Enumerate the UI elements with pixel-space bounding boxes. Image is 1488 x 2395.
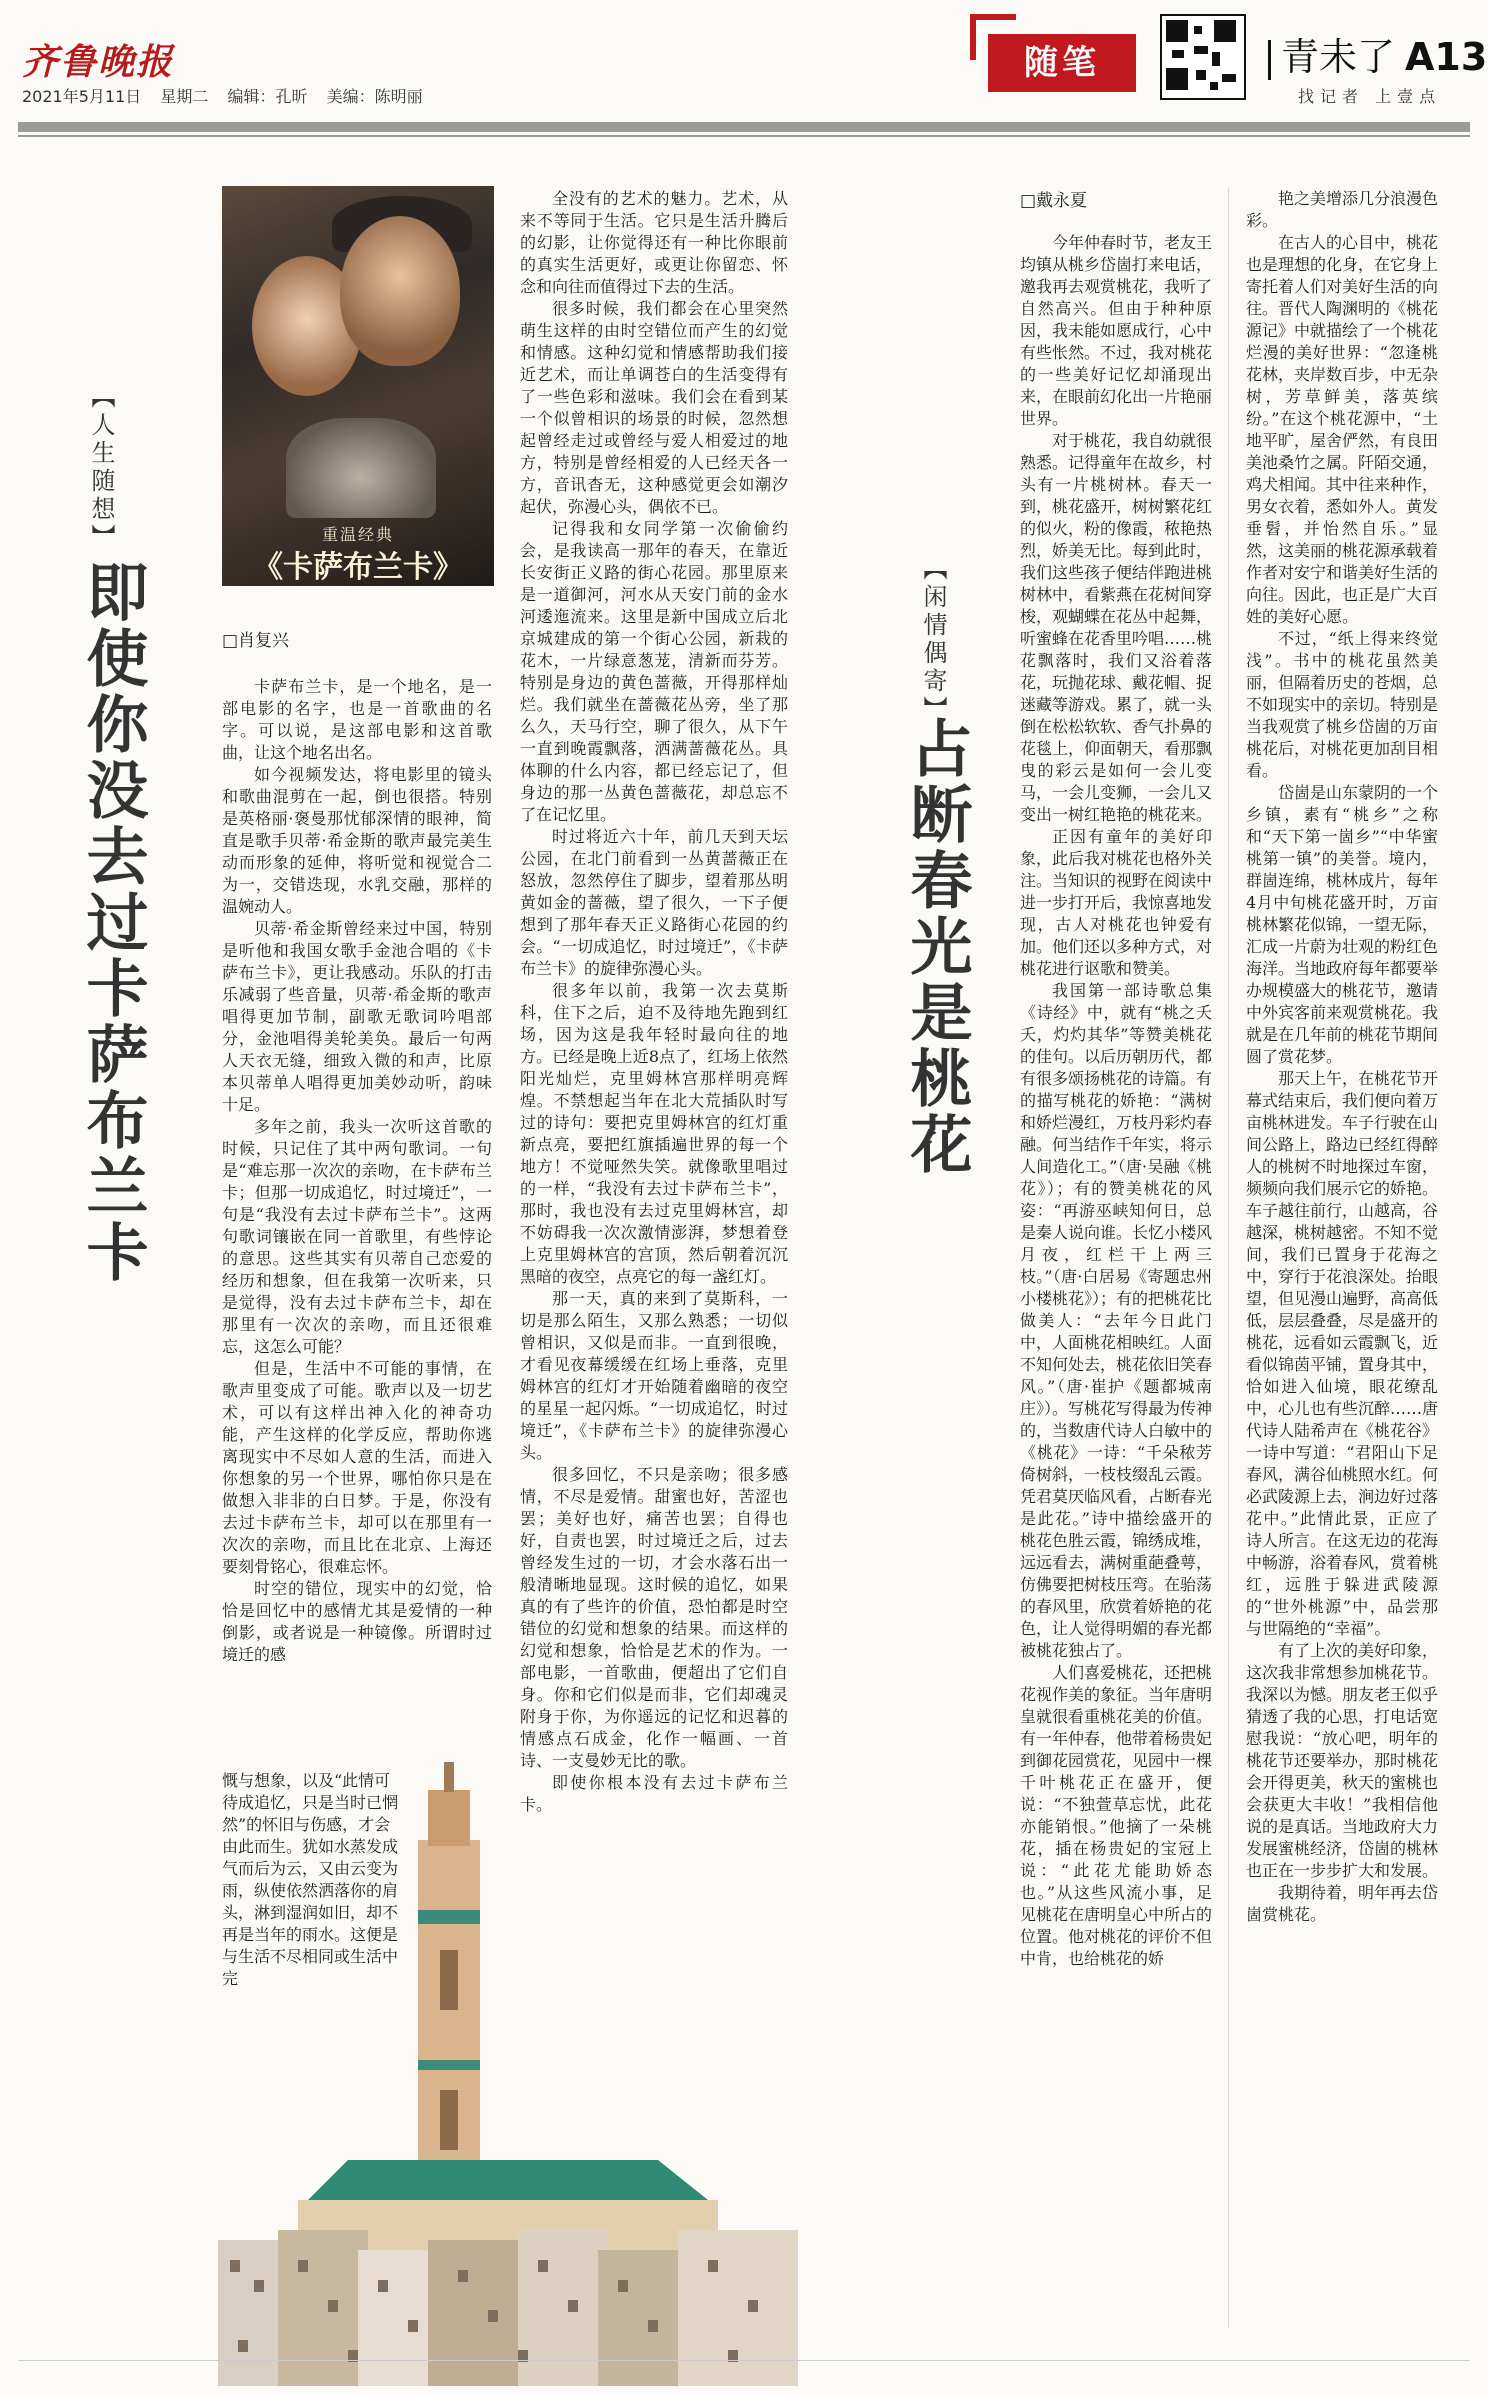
page-title: 青未了: [1281, 35, 1396, 79]
issue-date: 2021年5月11日: [22, 87, 142, 106]
paragraph: 对于桃花，我自幼就很熟悉。记得童年在故乡，村头有一片桃树林。春天一到，桃花盛开，树树繁花红的似火，粉的像霞，秾艳热烈，娇美无比。每到此时，我们这些孩子便结伴跑进桃树林中，看紫燕在花树间穿梭，观蝴蝶在花丛中起舞，听蜜蜂在花香里吟唱……桃花飘落时，我们又浴着落花，玩抛花球、戴花帽、捉迷藏等游戏。累了，就一头倒在松松软软、香气扑鼻的花毯上，仰面朝天，看那飘曳的彩云是如何一会儿变马，一会儿变狮，一会儿又变出一树红艳艳的桃花来。: [1020, 431, 1213, 824]
masthead-logo: 齐鲁晚报: [22, 41, 175, 83]
headline-left: 即使你没去过卡萨布兰卡: [76, 560, 149, 1286]
minaret-window: [440, 2090, 458, 2150]
paragraph: 在古人的心目中，桃花也是理想的化身，在它身上寄托着人们对美好生活的向往。晋代人陶渊明的《桃花源记》中就描绘了一个桃花烂漫的美好世界：“忽逢桃花林，夹岸数百步，中无杂树，芳草鲜美，落英缤纷。”在这个桃花源中，“土地平旷，屋舍俨然，有良田美池桑竹之属。阡陌交通，鸡犬相闻。其中往来种作，男女衣着，悉如外人。黄发垂髫，并怡然自乐。”显然，这美丽的桃花源承载着作者对安宁和谐美好生活的向往。因此，也正是广大百姓的美好心愿。: [1246, 233, 1439, 626]
paragraph: 那天上午，在桃花节开幕式结束后，我们便向着万亩桃林进发。车子行驶在山间公路上，路边已经红得醉人的桃树不时地探过车窗，频频向我们展示它的娇艳。车子越往前行，山越高，谷越深，桃树越密。不知不觉间，我们已置身于花海之中，穿行于花浪深处。抬眼望，但见漫山遍野，高高低低，层层叠叠，尽是盛开的桃花，远看如云霞飘飞，近看似锦茵平铺，置身其中，恰如进入仙境，眼花缭乱中，心儿也有些沉醉……唐代诗人陆希声在《桃花谷》一诗中写道：“君阳山下足春风，满谷仙桃照水红。何必武陵源上去，涧边好过落花中。”此情此景，正应了诗人所言。在这无边的花海中畅游，浴着春风，赏着桃红，远胜于躲进武陵源的“世外桃源”中，品尝那与世隔绝的“幸福”。: [1246, 1069, 1439, 1638]
paragraph: 正因有童年的美好印象，此后我对桃花也格外关注。当知识的视野在阅读中进一步打开后，我惊喜地发现，古人对桃花也钟爱有加。他们还以多种方式，对桃花进行讴歌和赞美。: [1020, 827, 1213, 978]
casablanca-city-illustration: [218, 1760, 798, 2386]
header-rule: [18, 122, 1470, 132]
paragraph: 即使你根本没有去过卡萨布兰卡。: [520, 1773, 788, 1814]
minaret-top: [428, 1790, 470, 1846]
column-tag-left: 【人生随想】: [87, 384, 115, 552]
headline-right: 占断春光是桃花: [900, 716, 973, 1178]
building: [278, 2230, 368, 2386]
paragraph: 如今视频发达，将电影里的镜头和歌曲混剪在一起，倒也很搭。特别是英格丽·褒曼那忧郁深情的眼神，简直是歌手贝蒂·希金斯的歌声最完美生动而形象的延伸，将听觉和视觉合二为一，交错迭现，水乳交融，那样的温婉动人。: [222, 765, 492, 916]
qr-code-icon[interactable]: [1160, 14, 1246, 100]
weekday: 星期二: [160, 87, 209, 106]
paragraph: 有了上次的美好印象，这次我非常想参加桃花节。我深以为憾。朋友老王似乎猜透了我的心思，打电话宽慰我说：“放心吧，明年的桃花节还要举办，那时桃花会开得更美，秋天的蜜桃也会获更大丰收！”我相信他说的是真话。当地政府大力发展蜜桃经济，岱崮的桃林也正在一步步扩大和发展。: [1246, 1641, 1439, 1880]
paragraph: 但是，生活中不可能的事情，在歌声里变成了可能。歌声以及一切艺术，可以有这样出神入化的神奇功能，产生这样的化学反应，帮助你逃离现实中不尽如人意的生活，而进入你想象的另一个世界，哪怕你只是在做想入非非的白日梦。于是，你没有去过卡萨布兰卡，却可以在那里有一次次的亲吻，而且比在北京、上海还要刻骨铭心，很难忘怀。: [222, 1359, 492, 1576]
poster-caption-small: 重温经典: [321, 525, 394, 544]
poster-caption-title: 《卡萨布兰卡》: [253, 550, 463, 585]
page-header-right: [1268, 26, 1487, 81]
movie-poster-image: [222, 186, 494, 586]
author-left: □肖复兴: [222, 631, 290, 651]
designer-credit: 美编：陈明丽: [326, 87, 423, 106]
building: [598, 2250, 688, 2386]
building: [678, 2230, 798, 2386]
header-byline: 找记者 上壹点: [1298, 87, 1442, 106]
building: [218, 2240, 288, 2386]
building: [428, 2240, 528, 2386]
column-divider: [1228, 188, 1229, 2328]
paragraph: 卡萨布兰卡，是一个地名，是一部电影的名字，也是一首歌曲的名字。可以说，是这部电影和这首歌曲，让这个地名出名。: [222, 677, 492, 762]
mosque-roof: [308, 2160, 708, 2200]
article-left-column-2: [520, 188, 788, 1816]
editor-credit: 编辑：孔昕: [227, 87, 308, 106]
footer-rule: [18, 2360, 1470, 2361]
article-left-column-1: [222, 676, 492, 1666]
paragraph: 慨与想象，以及“此情可待成追忆，只是当时已惘然”的怀旧与伤感，才会由此而生。犹如水蒸发成气而后为云，又由云变为雨，纵使依然洒落你的肩头，淋到湿润如旧，却不再是当年的雨水。这便是与生活不尽相同或生活中完: [222, 1771, 399, 1988]
minaret-band: [418, 1910, 480, 1924]
page-number: A13: [1405, 35, 1488, 79]
minaret-window: [440, 1950, 458, 2010]
section-label: 随笔: [988, 34, 1136, 92]
paragraph: 时空的错位，现实中的幻觉，恰恰是回忆中的感情尤其是爱情的一种倒影，或者说是一种镜像。所谓时过境迁的感: [222, 1579, 492, 1664]
article-right-column-2: [1246, 188, 1438, 1926]
paragraph: 全没有的艺术的魅力。艺术，从来不等同于生活。它只是生活升腾后的幻影，让你觉得还有一种比你眼前的真实生活更好，或更让你留恋、怀念和向往而值得过下去的生活。: [520, 189, 788, 296]
section-banner: [970, 14, 1146, 100]
paragraph: 岱崮是山东蒙阴的一个乡镇，素有“桃乡”之称和“天下第一崮乡”“中华蜜桃第一镇”的美誉。境内，群崮连绵，桃林成片，每年4月中旬桃花盛开时，万亩桃林繁花似锦，一望无际，汇成一片蔚为壮观的粉红色海洋。当地政府每年都要举办规模盛大的桃花节，邀请中外宾客前来观赏桃花。我就是在几年前的桃花节期间圆了赏花梦。: [1246, 783, 1439, 1066]
paragraph: 时过将近六十年，前几天到天坛公园，在北门前看到一丛黄蔷薇正在怒放，忽然停住了脚步，望着那丛明黄如金的蔷薇，望了很久，一下子便想到了那年春天正义路街心花园的约会。“一切成追忆，时过境迁”，《卡萨布兰卡》的旋律弥漫心头。: [520, 827, 788, 978]
paragraph: 不过，“纸上得来终觉浅”。书中的桃花虽然美丽，但隔着历史的苍烟，总不如现实中的亲切。特别是当我观赏了桃乡岱崮的万亩桃花后，对桃花更加刮目相看。: [1246, 629, 1439, 780]
paragraph: 我国第一部诗歌总集《诗经》中，就有“桃之夭夭，灼灼其华”等赞美桃花的佳句。以后历朝历代，都有很多颂扬桃花的诗篇。有的描写桃花的娇艳：“满树和娇烂漫红，万枝丹彩灼春融。何当结作千年实，将示人间造化工。”（唐·吴融《桃花》）；有的赞美桃花的风姿：“再游巫峡知何日，总是秦人说向谁。长忆小楼风月夜，红栏干上两三枝。”（唐·白居易《寄题忠州小楼桃花》）；有的把桃花比做美人：“去年今日此门中，人面桃花相映红。人面不知何处去，桃花依旧笑春风。”（唐·崔护《题都城南庄》）。写桃花写得最为传神的，当数唐代诗人白敏中的《桃花》一诗：“千朵秾芳倚树斜，一枝枝缀乱云霞。凭君莫厌临风看，占断春光是此花。”诗中描绘盛开的桃花色胜云霞，锦绣成堆，远远看去，满树重葩叠萼，仿佛要把树枝压弯。在骀荡的春风里，欣赏着娇艳的花色，让人觉得明媚的春光都被桃花独占了。: [1020, 981, 1213, 1660]
building: [358, 2250, 438, 2386]
minaret-band: [418, 2060, 480, 2070]
poster-actor-face: [340, 216, 460, 366]
paragraph: 贝蒂·希金斯曾经来过中国，特别是听他和我国女歌手金池合唱的《卡萨布兰卡》，更让我感动。乐队的打击乐减弱了些音量，贝蒂·希金斯的歌声唱得更加节制，副歌无歌词吟唱部分，金池唱得美轮美奂。最后一句两人天衣无缝，细致入微的和声，比原本贝蒂单人唱得更加美妙动听，韵味十足。: [222, 919, 492, 1114]
paragraph: 多年之前，我头一次听这首歌的时候，只记住了其中两句歌词。一句是“难忘那一次次的亲吻，在卡萨布兰卡；但那一切成追忆，时过境迁”，一句是“我没有去过卡萨布兰卡”。这两句歌词镶嵌在同一首歌里，有些悖论的意思。这些其实有贝蒂自己恋爱的经历和想象，但在我第一次听来，只是觉得，没有去过卡萨布兰卡，却在那里有一次次的亲吻，而且还很难忘，这怎么可能？: [222, 1117, 492, 1356]
paragraph: 很多回忆，不只是亲吻；很多感情，不尽是爱情。甜蜜也好，苦涩也罢；美好也好，痛苦也罢；自得也好，自责也罢，时过境迁之后，过去曾经发生过的一切，才会水落石出一般清晰地显现。这时候的追忆，如果真的有了些许的价值，恐怕都是时空错位的幻觉和想象的结果。而这样的幻觉和想象，恰恰是艺术的作为。一部电影，一首歌曲，便超出了它们自身。你和它们似是而非，它们却魂灵附身于你，为你遥远的记忆和迟暮的情感点石成金，化作一幅画、一首诗、一支曼妙无比的歌。: [520, 1465, 788, 1770]
paragraph: 艳之美增添几分浪漫色彩。: [1246, 189, 1439, 230]
column-tag-right: 【闲情偶寄】: [919, 556, 947, 724]
paragraph: 记得我和女同学第一次偷偷约会，是我读高一那年的春天，在靠近长安街正义路的街心花园。那里原来是一道御河，河水从天安门前的金水河逶迤流来。这里是新中国成立后北京城建成的第一个街心公园，新栽的花木，一片绿意葱茏，清新而芬芳。特别是身边的黄色蔷薇，开得那样灿烂。我们就坐在蔷薇花丛旁，坐了那么久，天马行空，聊了很久，从下午一直到晚霞飘落，洒满蔷薇花丛。具体聊的什么内容，都已经忘记了，但身边的那一丛黄色蔷薇花，却总忘不了在记忆里。: [520, 519, 788, 824]
header-divider: [1268, 40, 1271, 80]
paragraph: 那一天，真的来到了莫斯科，一切是那么陌生，又那么熟悉；一切似曾相识，又似是而非。一直到很晚，才看见夜幕缓缓在红场上垂落，克里姆林宫的红灯才开始随着幽暗的夜空的星星一起闪烁。“一切成追忆，时过境迁”，《卡萨布兰卡》的旋律弥漫心头。: [520, 1289, 788, 1462]
paragraph: 很多年以前，我第一次去莫斯科，住下之后，迫不及待地先跑到红场，因为这是我年轻时最向往的地方。已经是晚上近8点了，红场上依然阳光灿烂，克里姆林宫那样明亮辉煌。不禁想起当年在北大荒插队时写过的诗句：要把克里姆林宫的红灯重新点亮，要把红旗插遍世界的每一个地方！不觉哑然失笑。就像歌里唱过的一样，“我没有去过卡萨布兰卡”，那时，我也没有去过克里姆林宫，却不妨碍我一次次激情澎湃，梦想着登上克里姆林宫的宫顶，然后朝着沉沉黑暗的夜空，点亮它的每一盏红灯。: [520, 981, 788, 1286]
paragraph: 人们喜爱桃花，还把桃花视作美的象征。当年唐明皇就很看重桃花美的价值。有一年仲春，他带着杨贵妃到御花园赏花，见园中一棵千叶桃花正在盛开，便说：“不独萱草忘忧，此花亦能销恨。”他摘了一朵桃花，插在杨贵妃的宝冠上说：“此花尤能助娇态也。”从这些风流小事，足见桃花在唐明皇心中所占的位置。他对桃花的评价不但中肯，也给桃花的娇: [1020, 1663, 1213, 1968]
dateline: [22, 84, 437, 107]
building: [518, 2230, 608, 2386]
header-rule-thin: [18, 135, 1470, 137]
minaret-spire: [444, 1762, 454, 1792]
paragraph: 很多时候，我们都会在心里突然萌生这样的由时空错位而产生的幻觉和情感。这种幻觉和情感帮助我们接近艺术，而让单调苍白的生活变得有了一些色彩和滋味。我们会在看到某一个似曾相识的场景的时候，忽然想起曾经走过或曾经与爱人相爱过的地方，特别是曾经相爱的人已经天各一方，音讯杳无，这种感觉更会如潮汐起伏，弥漫心头，偶依不已。: [520, 299, 788, 516]
author-right: □戴永夏: [1020, 191, 1088, 211]
article-right-column-1: [1020, 232, 1212, 1970]
paragraph: 我期待着，明年再去岱崮赏桃花。: [1246, 1883, 1439, 1924]
paragraph: 今年仲春时节，老友王均镇从桃乡岱崮打来电话，邀我再去观赏桃花，我听了自然高兴。但由于种种原因，我未能如愿成行，心中有些怅然。不过，我对桃花的一些美好记忆却涌现出来，在眼前幻化出一片艳丽世界。: [1020, 233, 1213, 428]
poster-background-shape: [286, 418, 436, 518]
